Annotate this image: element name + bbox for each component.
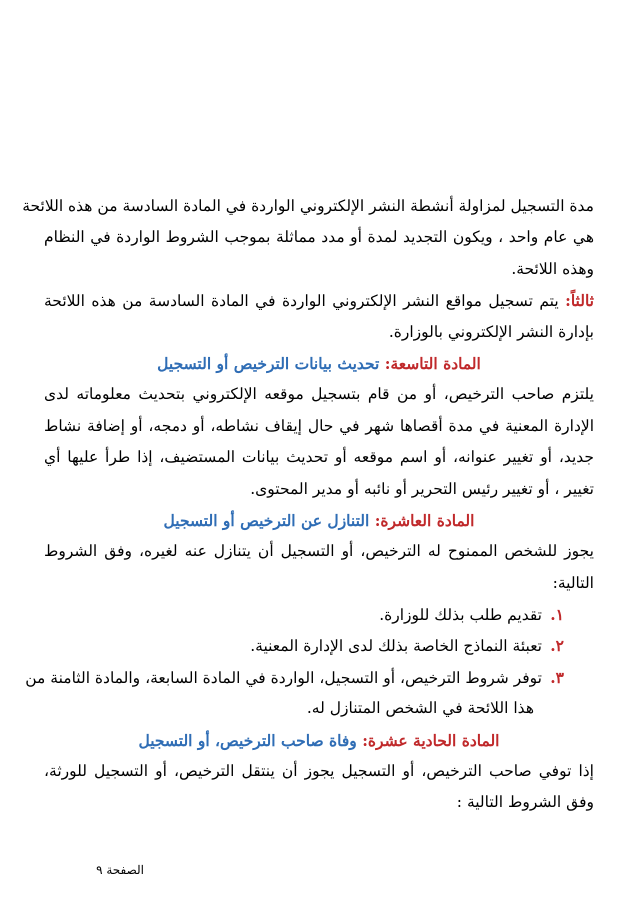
list-item bbox=[44, 602, 594, 627]
paragraph-line bbox=[44, 759, 594, 784]
document-body bbox=[22, 194, 594, 822]
line-text: يجوز للشخص الممنوح له الترخيص، أو التسجيل أن يتنازل عنه لغيره، وفق الشروط bbox=[44, 542, 594, 561]
list-item bbox=[44, 633, 594, 658]
article-title: التنازل عن الترخيص أو التسجيل bbox=[163, 510, 375, 530]
paragraph-line bbox=[44, 445, 594, 470]
list-item-text: تقديم طلب بذلك للوزارة. bbox=[379, 606, 542, 625]
list-item-number: ٢. bbox=[550, 636, 564, 656]
paragraph-line bbox=[44, 257, 594, 282]
line-text: إذا توفي صاحب الترخيص، أو التسجيل يجوز أن ينتقل الترخيص، أو التسجيل للورثة، bbox=[44, 762, 594, 781]
article-number-label: المادة العاشرة: bbox=[374, 510, 475, 530]
paragraph-line bbox=[44, 414, 594, 439]
line-text: بإدارة النشر الإلكتروني بالوزارة. bbox=[388, 322, 594, 341]
paragraph-line bbox=[22, 194, 594, 219]
line-text: التالية: bbox=[552, 573, 594, 592]
paragraph-line bbox=[44, 571, 594, 596]
article-title: وفاة صاحب الترخيص، أو التسجيل bbox=[138, 730, 363, 750]
article-number-label: المادة التاسعة: bbox=[384, 353, 481, 373]
line-text: مدة التسجيل لمزاولة أنشطة النشر الإلكتروني الواردة في المادة السادسة من هذه اللائحة bbox=[22, 197, 594, 215]
line-text: وفق الشروط التالية : bbox=[456, 793, 594, 812]
line-text: تغيير ، أو تغيير رئيس التحرير أو نائبه أو مدير المحتوى. bbox=[250, 479, 594, 498]
paragraph-line bbox=[44, 790, 594, 815]
list-item-text: هذا اللائحة في الشخص المتنازل له. bbox=[306, 699, 534, 718]
list-item-number: ١. bbox=[550, 605, 564, 625]
section-label-thirdly: ثالثاً: bbox=[565, 291, 594, 311]
line-text: يتم تسجيل مواقع النشر الإلكتروني الواردة في المادة السادسة من هذه اللائحة bbox=[44, 292, 566, 311]
list-item-text: تعبئة النماذج الخاصة بذلك لدى الإدارة المعنية. bbox=[250, 637, 542, 656]
line-text: وهذه اللائحة. bbox=[511, 259, 594, 278]
paragraph-line bbox=[44, 225, 594, 250]
paragraph-line bbox=[44, 288, 594, 313]
paragraph-line bbox=[44, 477, 594, 502]
page-number: الصفحة ٩ bbox=[96, 863, 144, 877]
paragraph-line bbox=[44, 539, 594, 564]
list-item-number: ٣. bbox=[550, 667, 564, 687]
list-item bbox=[25, 665, 594, 690]
article-heading-10 bbox=[44, 508, 594, 533]
article-title: تحديث بيانات الترخيص أو التسجيل bbox=[157, 353, 385, 373]
list-item-continuation bbox=[44, 696, 594, 721]
line-text: هي عام واحد ، ويكون التجديد لمدة أو مدد مماثلة بموجب الشروط الواردة في النظام bbox=[44, 228, 594, 247]
article-number-label: المادة الحادية عشرة: bbox=[362, 730, 500, 750]
line-text: الإدارة المعنية في مدة أقصاها شهر في حال إيقاف نشاطه، أو دمجه، أو إضافة نشاط bbox=[44, 416, 594, 435]
line-text: يلتزم صاحب الترخيص، أو من قام بتسجيل موقعه الإلكتروني بتحديث معلوماته لدى bbox=[44, 385, 594, 404]
paragraph-line bbox=[44, 382, 594, 407]
article-heading-11 bbox=[44, 728, 594, 753]
article-heading-9 bbox=[44, 351, 594, 376]
line-text: جديد، أو تغيير عنوانه، أو اسم موقعه أو تحديث بيانات المستضيف، إذا طرأ عليها أي bbox=[44, 448, 594, 467]
list-item-text: توفر شروط الترخيص، أو التسجيل، الواردة في المادة السابعة، والمادة الثامنة من bbox=[25, 668, 542, 687]
paragraph-line bbox=[44, 320, 594, 345]
